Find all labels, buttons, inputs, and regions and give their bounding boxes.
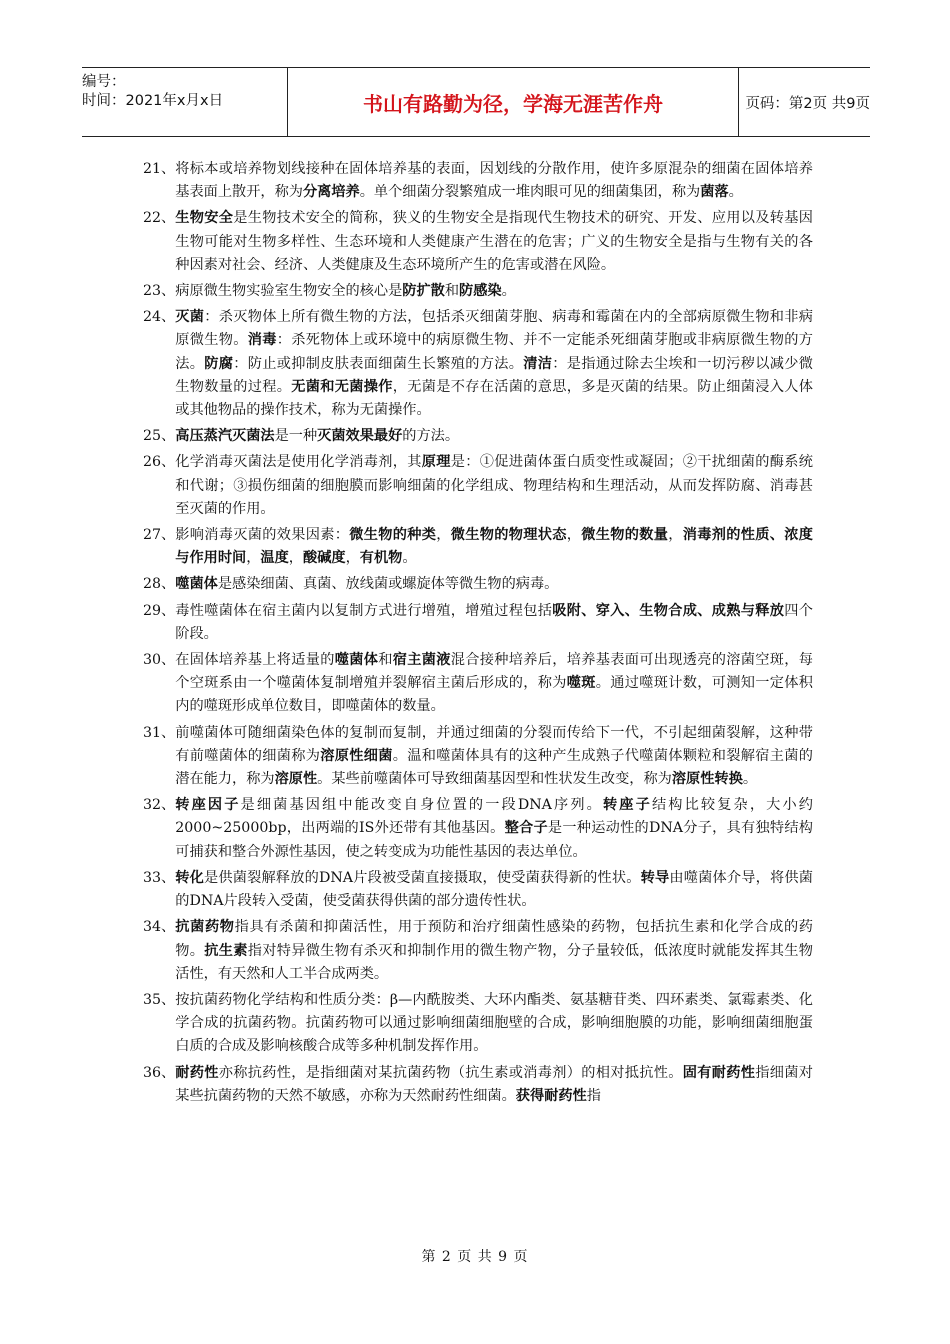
- bold-term: 消毒: [247, 332, 277, 349]
- item-number: 23、: [143, 283, 176, 300]
- text-run: ：是指通过除去尘埃和一切污秽以减少微生物数量的过程。: [175, 355, 813, 395]
- text-run: ：杀死物体上或环境中的病原微生物、并不一定能杀死细菌芽胞或非病原微生物的方法。: [175, 332, 813, 372]
- bold-term: 灭菌效果最好: [317, 428, 403, 445]
- text-run: ，: [566, 527, 582, 544]
- text-run: 指: [586, 1087, 601, 1104]
- text-run: ，无菌是不存在活菌的意思，多是灭菌的结果。防止细菌浸入人体或其他物品的操作技术，称为无菌操作。: [175, 378, 813, 419]
- bold-term: 吸附、穿入、生物合成、成熟与释放: [552, 602, 785, 619]
- item-text: [175, 158, 813, 204]
- bold-term: 转化: [175, 869, 204, 886]
- item-number: 36、: [143, 1064, 176, 1081]
- text-run: 是生物技术安全的简称，狭义的生物安全是指现代生物技术的研究、开发、应用以及转基因生物可能对生物多样性、生态环境和人类健康产生潜在的危害；广义的生物安全是指与生物有关的各种因素对社会、经济、人类健康及生态环境所产生的危害或潜在风险。: [175, 210, 813, 273]
- bold-term: 溶原性转换: [671, 771, 743, 788]
- text-run: 是一种: [274, 428, 318, 445]
- text-run: 是一种运动性的DNA分子，具有独特结构可捕获和整合外源性基因，使之转变成为功能性基因的表达单位。: [175, 820, 813, 860]
- text-run: ：防止或抑制皮肤表面细菌生长繁殖的方法。: [233, 355, 524, 372]
- list-item: [143, 306, 813, 422]
- text-run: 是感染细菌、真菌、放线菌或螺旋体等微生物的病毒。: [217, 576, 559, 593]
- header-page-info: 页码：第2页 共9页: [745, 95, 870, 112]
- bold-term: 耐药性: [175, 1064, 219, 1081]
- text-run: 在固体培养基上将适量的: [175, 652, 335, 669]
- item-text: [175, 916, 813, 986]
- bold-term: 溶原性: [274, 771, 318, 788]
- text-run: ：杀灭物体上所有微生物的方法，包括杀灭细菌芽胞、病毒和霉菌在内的全部病原微生物和非病原微生物。: [175, 309, 813, 349]
- text-run: 是细菌基因组中能改变自身位置的一段DNA序列。: [240, 797, 603, 814]
- item-text: [175, 425, 813, 448]
- text-run: 。温和噬菌体具有的这种产生成熟子代噬菌体颗粒和裂解宿主菌的潜在能力，称为: [175, 747, 813, 788]
- bold-term: 噬菌体: [175, 576, 218, 593]
- bold-term: 微生物的数量: [581, 527, 669, 544]
- bold-term: 转座子: [602, 797, 652, 814]
- text-run: 影响消毒灭菌的效果因素：: [175, 527, 350, 544]
- text-run: 将标本或培养物划线接种在固体培养基的表面，因划线的分散作用，使许多原混杂的细菌在固体培养基表面上散开，称为: [175, 161, 813, 201]
- text-run: ，: [246, 550, 261, 567]
- bold-term: 防腐: [204, 355, 234, 372]
- list-item: [143, 425, 813, 448]
- text-run: 指对特异微生物有杀灭和抑制作用的微生物产物，分子量较低，低浓度时就能发挥其生物活性，有天然和人工半合成两类。: [175, 942, 813, 982]
- list-item: [143, 280, 813, 303]
- text-run: 混合接种培养后，培养基表面可出现透亮的溶菌空斑，每个空斑系由一个噬菌体复制增殖并裂解宿主菌后形成的，称为: [175, 652, 813, 692]
- list-item: [143, 649, 813, 719]
- document-date-label: 时间：2021年x月x日: [82, 93, 224, 109]
- header-meta: [82, 68, 288, 136]
- text-run: 和: [444, 283, 460, 300]
- text-run: 和: [378, 652, 393, 669]
- item-number: 22、: [143, 210, 176, 227]
- item-number: 34、: [143, 919, 176, 936]
- bold-term: 生物安全: [175, 210, 234, 227]
- header-motto: 书山有路勤为径，学海无涯苦作舟: [288, 68, 739, 136]
- list-item: [143, 867, 813, 913]
- bold-term: 高压蒸汽灭菌法: [175, 428, 275, 445]
- document-body: [143, 158, 813, 1111]
- list-item: [143, 794, 813, 864]
- bold-term: 分离培养: [302, 184, 360, 201]
- text-run: 。某些前噬菌体可导致细菌基因型和性状发生改变，称为: [317, 771, 672, 788]
- item-number: 21、: [143, 161, 176, 177]
- bold-term: 有机物: [359, 550, 403, 567]
- text-run: 。: [501, 283, 516, 300]
- text-run: 按抗菌药物化学结构和性质分类：β—内酰胺类、大环内酯类、氨基糖苷类、四环素类、氯霉素类、化学合成的抗菌药物。抗菌药物可以通过影响细菌细胞壁的合成，影响细胞膜的功能，影响细菌细胞蛋白质的合成及影响核酸合成等多种机制发挥作用。: [175, 991, 813, 1055]
- item-number: 29、: [143, 602, 176, 619]
- text-run: ，: [288, 550, 303, 567]
- item-number: 24、: [143, 309, 176, 326]
- bold-term: 抗生素: [204, 942, 248, 959]
- item-number: 27、: [143, 527, 176, 544]
- text-run: ，: [345, 550, 360, 567]
- bold-term: 转座因子: [175, 797, 241, 814]
- text-run: 毒性噬菌体在宿主菌内以复制方式进行增殖，增殖过程包括: [175, 602, 553, 619]
- list-item: [143, 451, 813, 521]
- text-run: 是供菌裂解释放的DNA片段被受菌直接摄取，使受菌获得新的性状。: [204, 869, 641, 886]
- text-run: 的方法。: [402, 428, 460, 445]
- bold-term: 噬斑: [566, 675, 596, 692]
- item-text: [175, 1062, 813, 1108]
- item-number: 32、: [143, 797, 176, 814]
- text-run: 指具有杀菌和抑菌活性，用于预防和治疗细菌性感染的药物，包括抗生素和化学合成的药物。: [175, 919, 813, 959]
- text-run: 。: [728, 184, 743, 201]
- item-text: [175, 524, 813, 570]
- list-item: [143, 916, 813, 986]
- item-number: 26、: [143, 454, 176, 471]
- text-run: 病原微生物实验室生物安全的核心是: [175, 283, 403, 300]
- item-text: [175, 573, 813, 596]
- page-footer: 第 2 页 共 9 页: [421, 1249, 529, 1265]
- text-run: 由噬菌体介导，将供菌的DNA片段转入受菌，使受菌获得供菌的部分遗传性状。: [175, 869, 813, 910]
- text-run: 。通过噬斑计数，可测知一定体积内的噬斑形成单位数目，即噬菌体的数量。: [175, 675, 813, 715]
- text-run: 指细菌对某些抗菌药物的天然不敏感，亦称为天然耐药性细菌。: [175, 1064, 813, 1104]
- text-run: 。: [402, 550, 417, 567]
- text-run: 是：①促进菌体蛋白质变性或凝固；②干扰细菌的酶系统和代谢；③损伤细菌的细胞膜而影响细菌的化学组成、物理结构和生理活动，从而发挥防腐、消毒甚至灭菌的作用。: [175, 454, 813, 517]
- bold-term: 转导: [640, 869, 670, 886]
- item-number: 25、: [143, 428, 176, 445]
- item-number: 33、: [143, 869, 176, 886]
- text-run: 化学消毒灭菌法是使用化学消毒剂，其: [175, 454, 422, 471]
- list-item: [143, 600, 813, 646]
- bold-term: 宿主菌液: [392, 652, 451, 669]
- item-text: [175, 280, 813, 303]
- list-item: [143, 158, 813, 204]
- list-item: [143, 573, 813, 596]
- text-run: 前噬菌体可随细菌染色体的复制而复制，并通过细菌的分裂而传给下一代，不引起细菌裂解，这种带有前噬菌体的细菌称为: [175, 724, 813, 764]
- list-item: [143, 722, 813, 792]
- bold-term: 微生物的物理状态: [450, 527, 567, 544]
- bold-term: 无菌和无菌操作: [291, 378, 393, 395]
- bold-term: 微生物的种类: [349, 527, 437, 544]
- bold-term: 菌落: [700, 184, 729, 201]
- bold-term: 酸碱度: [303, 550, 346, 567]
- item-text: [175, 306, 813, 422]
- bold-term: 溶原性细菌: [320, 747, 393, 764]
- list-item: [143, 524, 813, 570]
- item-number: 28、: [143, 576, 176, 593]
- list-item: [143, 989, 813, 1059]
- item-number: 35、: [143, 991, 176, 1008]
- bold-term: 灭菌: [175, 309, 205, 326]
- bold-term: 抗菌药物: [175, 919, 235, 936]
- text-run: 。单个细菌分裂繁殖成一堆肉眼可见的细菌集团，称为: [359, 184, 701, 201]
- text-run: 。: [742, 771, 758, 788]
- item-text: [175, 989, 813, 1059]
- item-text: [175, 794, 813, 864]
- text-run: ，: [436, 527, 451, 544]
- bold-term: 固有耐药性: [682, 1064, 756, 1081]
- item-number: 30、: [143, 652, 176, 669]
- text-run: 四个阶段。: [175, 602, 813, 642]
- bold-term: 消毒剂的性质、浓度与作用时间: [175, 527, 813, 567]
- bold-term: 防扩散: [402, 283, 445, 300]
- bold-term: 清洁: [523, 355, 553, 372]
- text-run: ，: [668, 527, 683, 544]
- list-item: [143, 207, 813, 277]
- item-number: 31、: [143, 724, 176, 741]
- document-number-label: 编号：: [82, 74, 126, 90]
- text-run: 结构比较复杂，大小约2000~25000bp，出两端的IS外还带有其他基因。: [175, 797, 813, 837]
- bold-term: 噬菌体: [334, 652, 379, 669]
- bold-term: 原理: [421, 454, 451, 471]
- item-text: [175, 451, 813, 521]
- page-header: [82, 67, 870, 137]
- bold-term: 获得耐药性: [515, 1087, 587, 1104]
- list-item: [143, 1062, 813, 1108]
- item-text: [175, 600, 813, 646]
- bold-term: 防感染: [459, 283, 502, 300]
- item-text: [175, 722, 813, 792]
- bold-term: 整合子: [504, 820, 548, 837]
- text-run: 亦称抗药性，是指细菌对某抗菌药物（抗生素或消毒剂）的相对抵抗性。: [218, 1064, 683, 1081]
- item-text: [175, 207, 813, 277]
- item-text: [175, 649, 813, 719]
- bold-term: 温度: [260, 550, 289, 567]
- item-text: [175, 867, 813, 913]
